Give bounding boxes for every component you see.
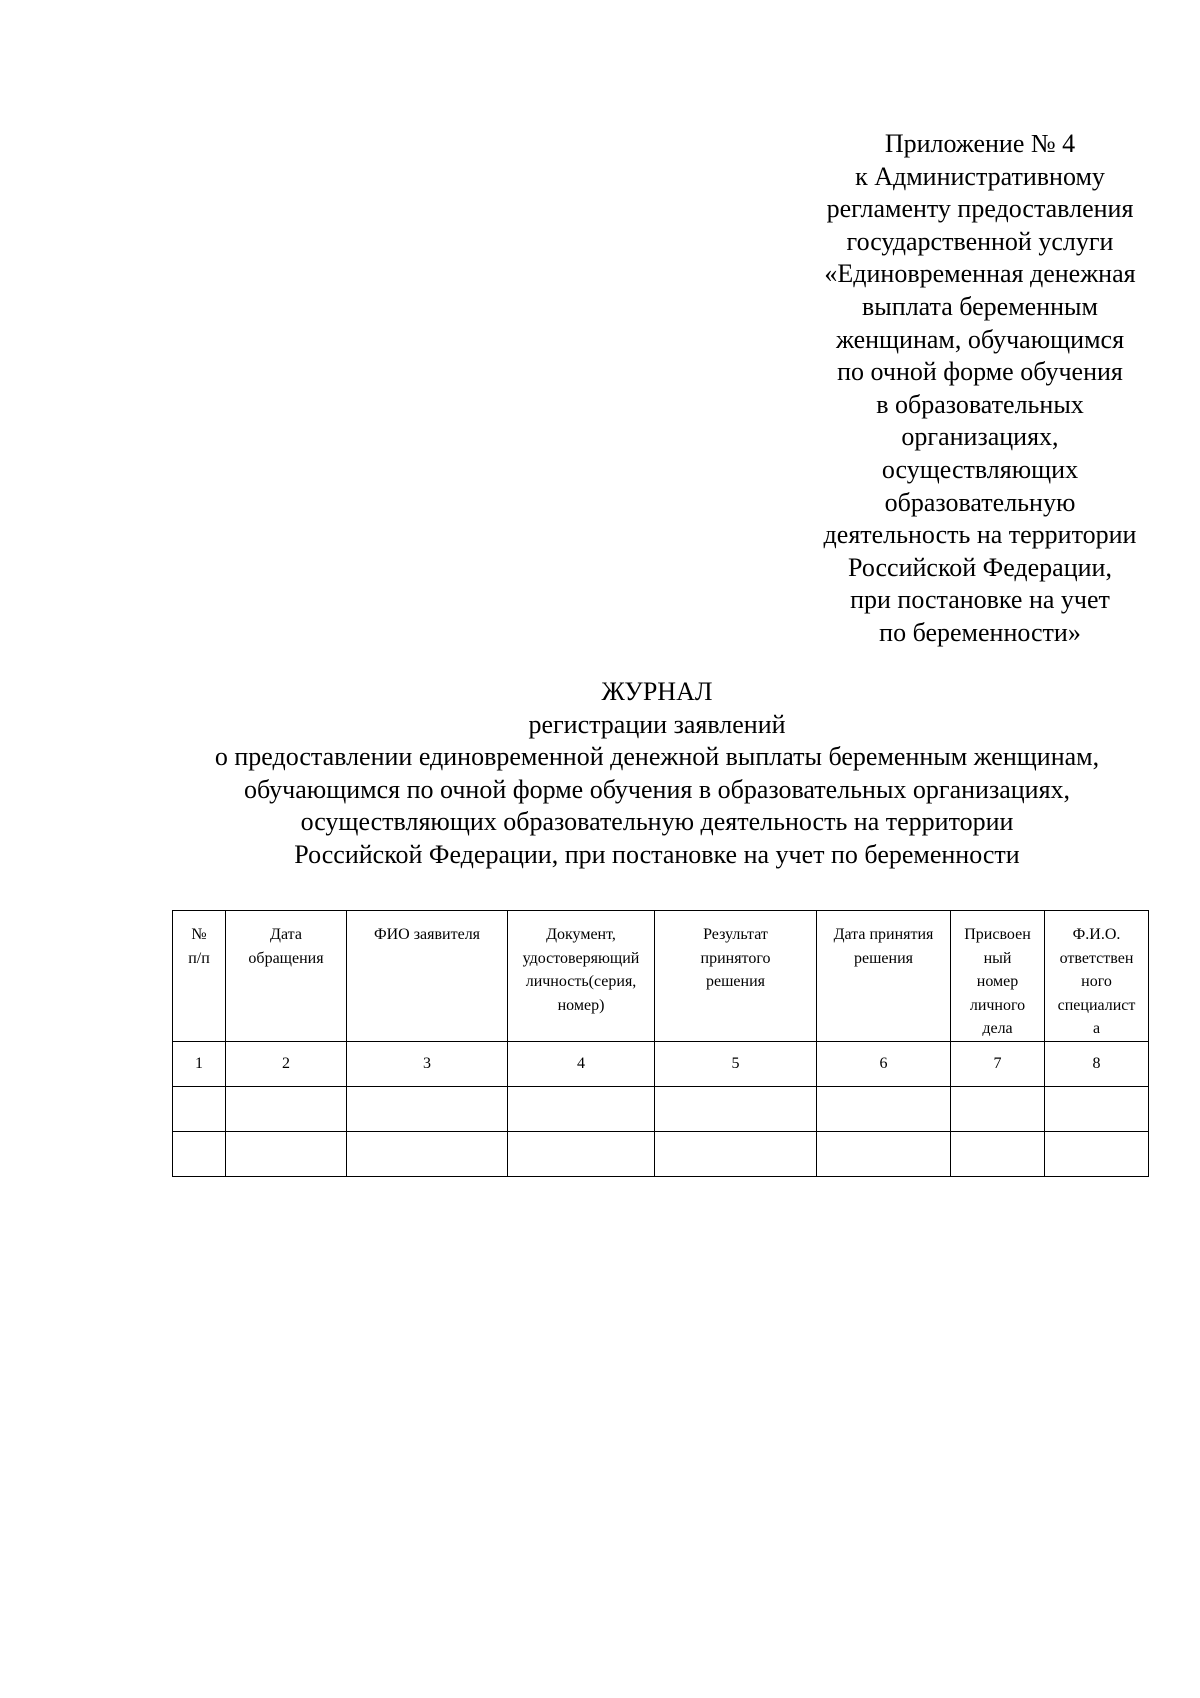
column-number-cell: 8 [1045, 1041, 1149, 1086]
appendix-line: Российской Федерации, [848, 552, 1112, 582]
appendix-line: женщинам, обучающимся [835, 324, 1125, 354]
header-cell-decision-result: Результат принятого решения [655, 911, 817, 1042]
column-number-cell: 5 [655, 1041, 817, 1086]
appendix-line: «Единовременная денежная [824, 259, 1136, 289]
appendix-line: при постановке на учет [850, 585, 1110, 615]
appendix-line: организациях, [901, 422, 1059, 452]
empty-cell [173, 1131, 226, 1176]
registration-table [172, 910, 1149, 1177]
empty-cell [226, 1131, 347, 1176]
appendix-line: по очной форме обучения [837, 357, 1123, 387]
header-cell-responsible-specialist: Ф.И.О. ответствен ного специалист а [1045, 911, 1149, 1042]
appendix-line: образовательную [884, 487, 1076, 517]
appendix-line: по беременности» [879, 617, 1081, 647]
empty-cell [347, 1131, 508, 1176]
appendix-line: регламенту предоставления [826, 194, 1134, 224]
journal-title: ЖУРНАЛ [601, 677, 713, 706]
appendix-line: осуществляющих [881, 454, 1079, 484]
empty-cell [655, 1086, 817, 1131]
journal-subtitle-line: регистрации заявлений [528, 709, 786, 739]
journal-heading [150, 676, 1164, 871]
column-number-cell: 7 [951, 1041, 1045, 1086]
appendix-header [790, 128, 1170, 650]
header-cell-case-number: Присвоен ный номер личного дела [951, 911, 1045, 1042]
header-cell-number: № п/п [173, 911, 226, 1042]
empty-cell [655, 1131, 817, 1176]
header-cell-decision-date: Дата принятия решения [817, 911, 951, 1042]
empty-cell [347, 1086, 508, 1131]
empty-cell [1045, 1131, 1149, 1176]
header-cell-request-date: Дата обращения [226, 911, 347, 1042]
appendix-line: государственной услуги [846, 226, 1114, 256]
appendix-line: выплата беременным [862, 291, 1098, 321]
empty-cell [508, 1086, 655, 1131]
journal-subtitle-line: Российской Федерации, при постановке на учет по беременности [294, 839, 1020, 869]
empty-cell [1045, 1086, 1149, 1131]
appendix-line: к Административному [855, 161, 1105, 191]
table-row [173, 1086, 1149, 1131]
table-row [173, 1131, 1149, 1176]
journal-subtitle-line: осуществляющих образовательную деятельность на территории [300, 807, 1014, 836]
empty-cell [508, 1131, 655, 1176]
table-header-row [173, 911, 1149, 1042]
empty-cell [817, 1086, 951, 1131]
column-number-cell: 4 [508, 1041, 655, 1086]
header-cell-identity-document: Документ, удостоверяющий личность(серия, номер) [508, 911, 655, 1042]
column-number-row [173, 1041, 1149, 1086]
empty-cell [817, 1131, 951, 1176]
header-cell-applicant-name: ФИО заявителя [347, 911, 508, 1042]
appendix-line: Приложение № 4 [884, 129, 1076, 158]
column-number-cell: 3 [347, 1041, 508, 1086]
column-number-cell: 1 [173, 1041, 226, 1086]
journal-subtitle-line: о предоставлении единовременной денежной выплаты беременным женщинам, [214, 742, 1100, 771]
column-number-cell: 2 [226, 1041, 347, 1086]
appendix-line: в образовательных [876, 389, 1084, 419]
empty-cell [173, 1086, 226, 1131]
empty-cell [226, 1086, 347, 1131]
empty-cell [951, 1131, 1045, 1176]
empty-cell [951, 1086, 1045, 1131]
journal-subtitle-line: обучающимся по очной форме обучения в образовательных организациях, [243, 774, 1071, 804]
appendix-line: деятельность на территории [823, 520, 1137, 550]
column-number-cell: 6 [817, 1041, 951, 1086]
